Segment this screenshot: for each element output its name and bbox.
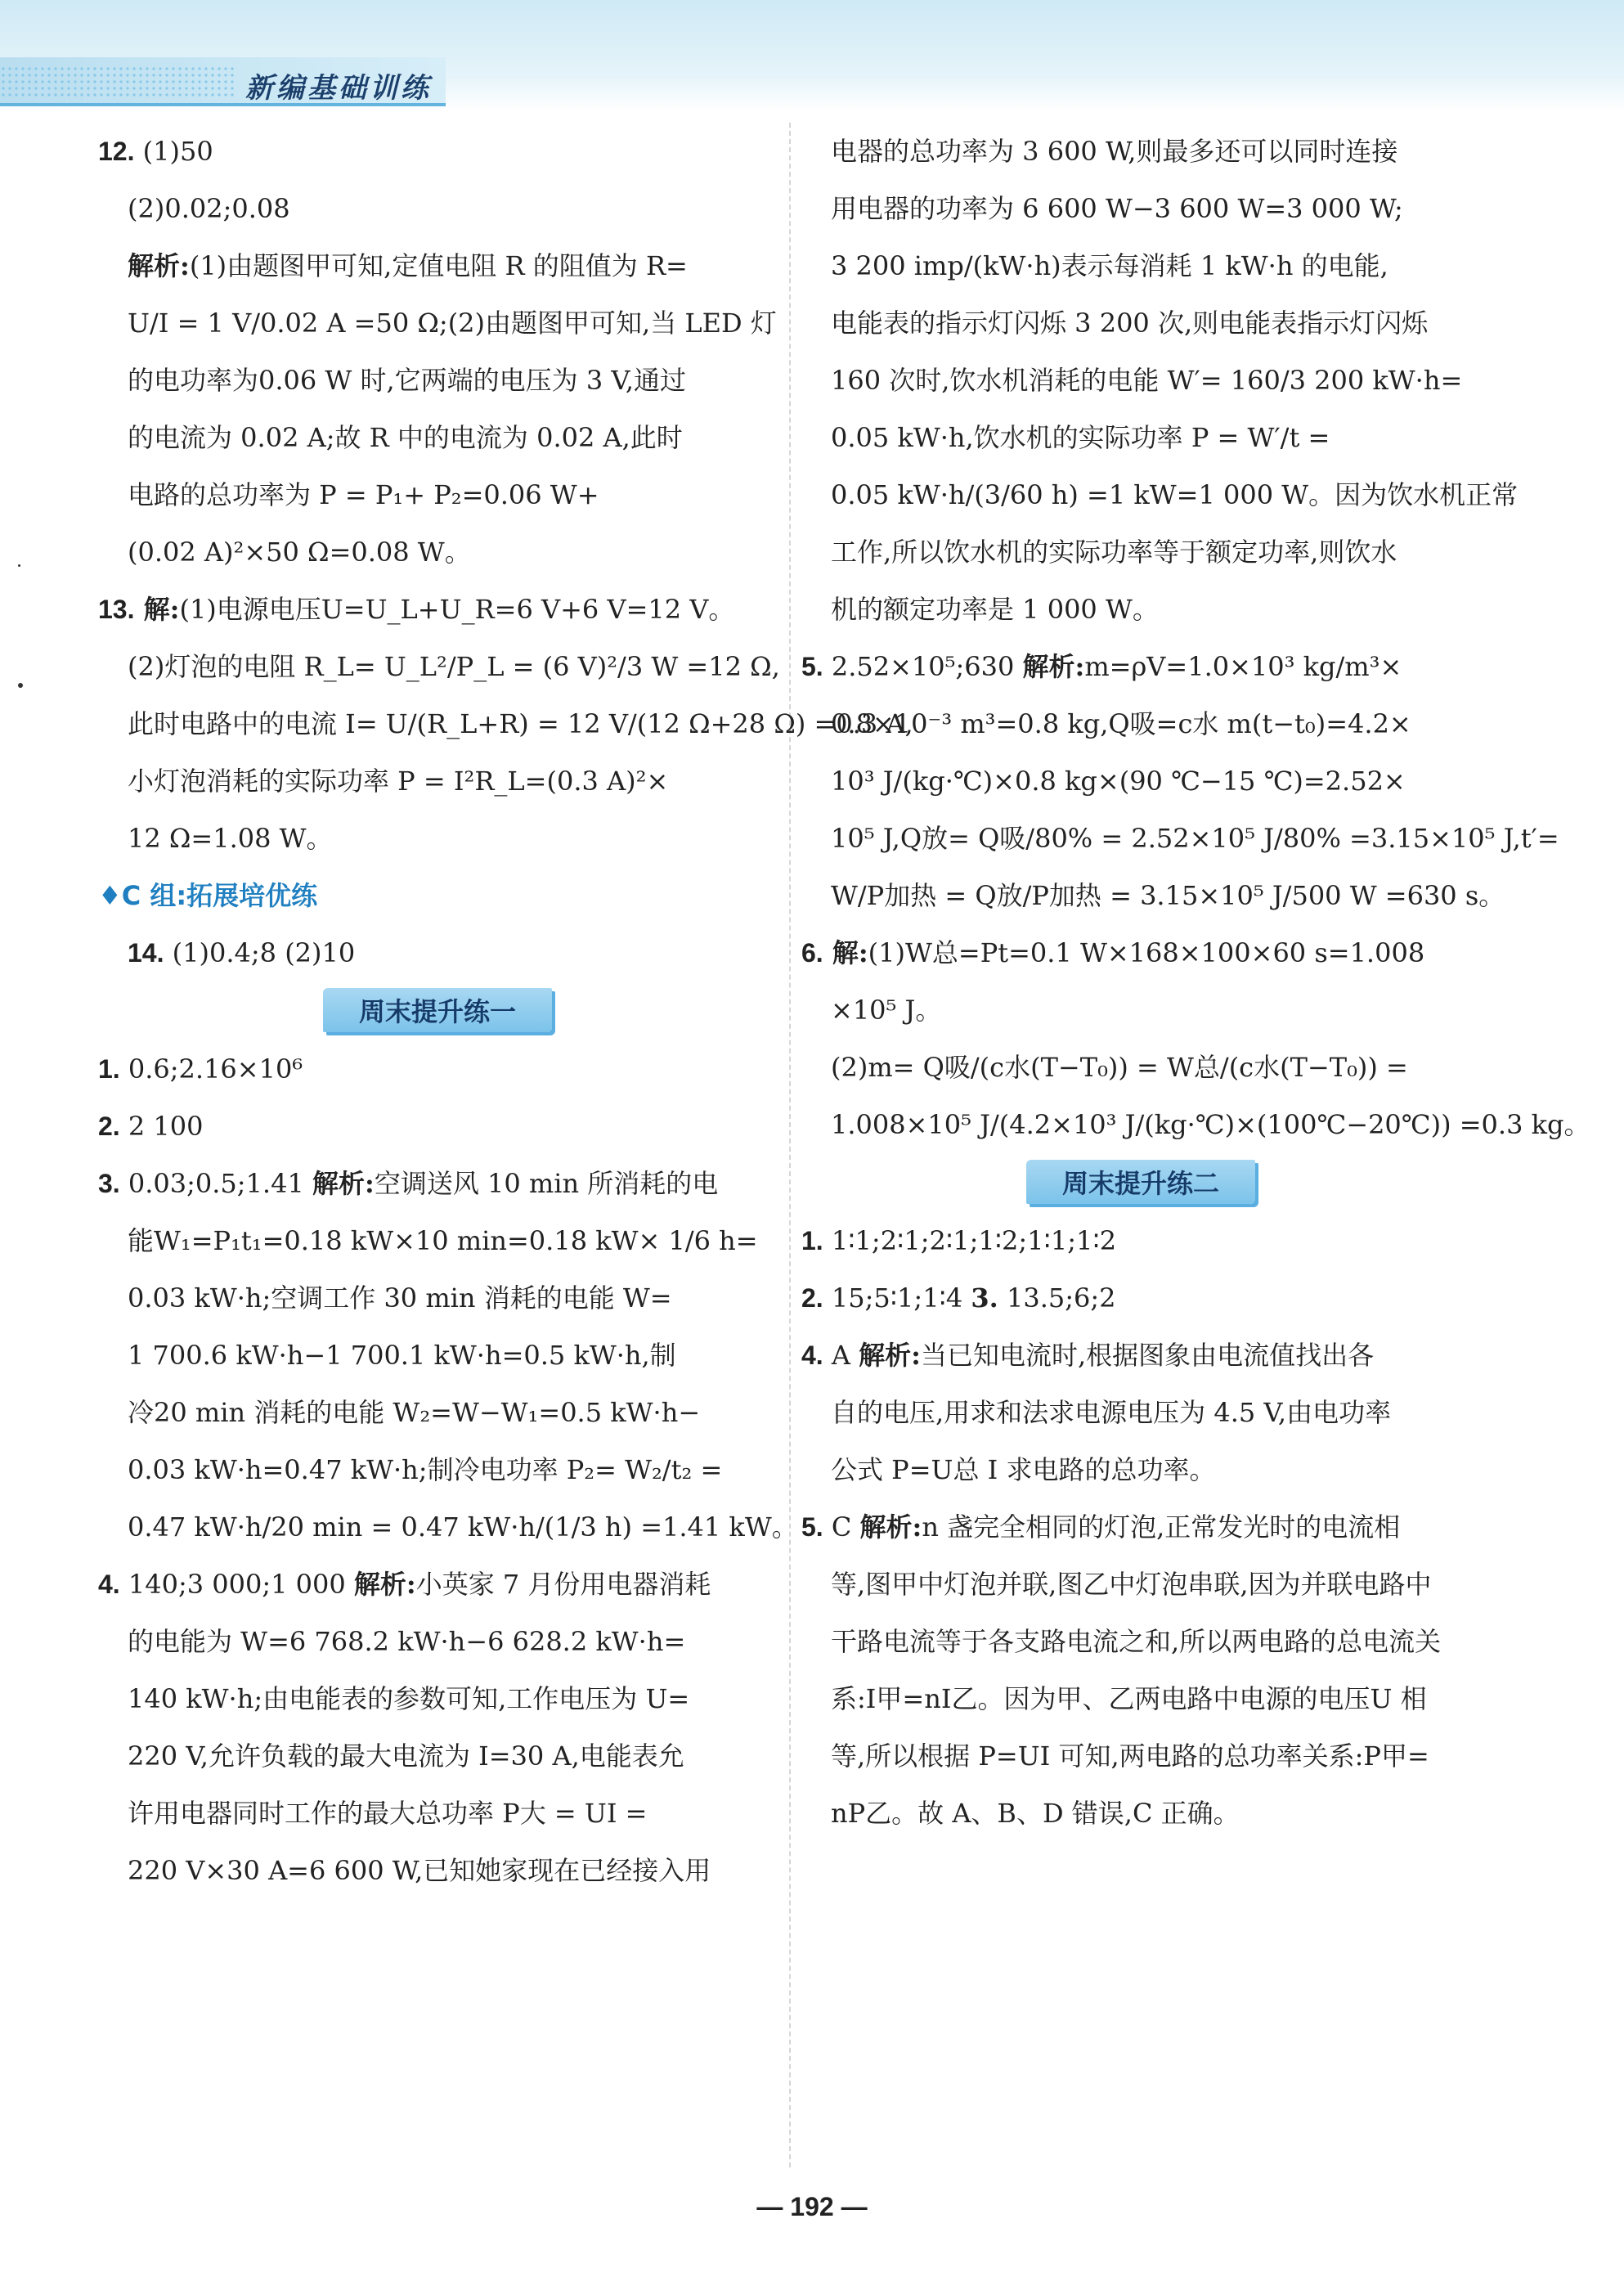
answer-text: 2.52×10⁵;630 (823, 651, 1023, 682)
answer-label: 解: (823, 937, 868, 968)
answer-text: 140 kW·h;由电能表的参数可知,工作电压为 U= (128, 1683, 690, 1714)
answer-line (801, 123, 1480, 180)
answer-line (98, 1613, 777, 1670)
answer-line (98, 352, 777, 409)
answer-line (98, 581, 777, 638)
answer-line (98, 695, 913, 752)
answer-line (801, 294, 1480, 352)
answer-text: 小灯泡消耗的实际功率 P = I²R_L=(0.3 A)²× (128, 766, 669, 797)
answer-text: 1 700.6 kW·h−1 700.1 kW·h=0.5 kW·h,制 (128, 1340, 676, 1371)
answer-line (801, 1727, 1480, 1785)
answer-text: 140;3 000;1 000 (119, 1569, 354, 1600)
question-number: 12. (98, 137, 135, 166)
question-number: 13. (98, 595, 135, 624)
answer-text: 0.05 kW·h,饮水机的实际功率 P = W′/t = (831, 422, 1330, 453)
answer-line (98, 810, 777, 867)
answer-label: 解析: (353, 1569, 416, 1600)
answer-label: 解析: (128, 250, 190, 281)
answer-line (801, 180, 1480, 237)
answer-text: 机的额定功率是 1 000 W。 (831, 594, 1159, 625)
answer-text: 空调送风 10 min 所消耗的电 (374, 1168, 719, 1199)
answer-text: (2)灯泡的电阻 R_L= U_L²/P_L = (6 V)²/3 W =12 Ω, (128, 651, 780, 682)
answer-line (801, 1556, 1480, 1613)
answer-text: 15;5∶1;1∶4 (823, 1282, 971, 1314)
answer-text: 10³ J/(kg·℃)×0.8 kg×(90 ℃−15 ℃)=2.52× (831, 766, 1406, 797)
answer-line (98, 237, 777, 294)
answer-line (801, 1269, 1480, 1327)
question-number: 1. (98, 1054, 120, 1084)
answer-line (801, 1039, 1480, 1096)
answer-text: (1)W总=Pt=0.1 W×168×100×60 s=1.008 (868, 937, 1425, 968)
question-number: 1. (801, 1226, 823, 1255)
answer-text: 160 次时,饮水机消耗的电能 W′= 160/3 200 kW·h= (831, 365, 1463, 396)
answer-text: 0.47 kW·h/20 min = 0.47 kW·h/(1/3 h) =1.41 kW。 (128, 1511, 798, 1543)
answer-line (801, 581, 1480, 638)
answer-text: 电路的总功率为 P = P₁+ P₂=0.06 W+ (128, 479, 599, 510)
answer-text: 的电功率为0.06 W 时,它两端的电压为 3 V,通过 (128, 365, 687, 396)
answer-text: 自的电压,用求和法求电源电压为 4.5 V,由电功率 (831, 1397, 1392, 1428)
answer-text: 电器的总功率为 3 600 W,则最多还可以同时连接 (831, 136, 1398, 167)
answer-line (801, 924, 1480, 981)
answer-text: (1)电源电压U=U_L+U_R=6 V+6 V=12 V。 (179, 594, 735, 625)
answer-line (98, 409, 777, 466)
column-divider (789, 123, 791, 2167)
answer-text: 公式 P=U总 I 求电路的总功率。 (831, 1454, 1216, 1485)
answer-text: 1∶1;2∶1;2∶1;1∶2;1∶1;1∶2 (823, 1225, 1117, 1256)
right-column (801, 123, 1590, 1842)
answer-text: 用电器的功率为 6 600 W−3 600 W=3 000 W; (831, 193, 1403, 224)
answer-line (801, 1785, 1480, 1842)
answer-line (801, 1441, 1480, 1498)
answer-text: 系:I甲=nI乙。因为甲、乙两电路中电源的电压U 相 (831, 1683, 1427, 1714)
answer-text: 12 Ω=1.08 W。 (128, 823, 333, 854)
answer-line (98, 1556, 777, 1613)
answer-line (801, 1212, 1480, 1269)
section-heading: ♦C 组:拓展培优练 (98, 880, 318, 911)
answer-line (98, 466, 777, 523)
answer-text: 的电流为 0.02 A;故 R 中的电流为 0.02 A,此时 (128, 422, 683, 453)
answer-line (98, 1384, 777, 1441)
answer-text: 13.5;6;2 (998, 1282, 1116, 1314)
answer-text: 此时电路中的电流 I= U/(R_L+R) = 12 V/(12 Ω+28 Ω) =0.3 A, (128, 708, 913, 739)
answer-text: (1)由题图甲可知,定值电阻 R 的阻值为 R= (189, 250, 688, 281)
answer-text: n 盏完全相同的灯泡,正常发光时的电流相 (922, 1511, 1401, 1543)
answer-line (801, 981, 1480, 1039)
answer-text: 的电能为 W=6 768.2 kW·h−6 628.2 kW·h= (128, 1626, 686, 1657)
answer-line (801, 810, 1559, 867)
answer-line (801, 1670, 1480, 1727)
answer-text: 0.05 kW·h/(3/60 h) =1 kW=1 000 W。因为饮水机正常 (831, 479, 1519, 510)
answer-label: 解: (134, 594, 180, 625)
answer-text: 小英家 7 月份用电器消耗 (415, 1569, 711, 1600)
answer-line (98, 1441, 777, 1498)
page-header-band (0, 0, 1624, 110)
answer-label: 解析: (859, 1511, 922, 1543)
answer-text: 1.008×10⁵ J/(4.2×10³ J/(kg·℃)×(100℃−20℃)) =0.3 kg。 (831, 1109, 1590, 1140)
answer-line (98, 924, 777, 981)
answer-text: (1)0.4;8 (2)10 (164, 937, 356, 968)
answer-line (801, 695, 1480, 752)
answer-text: (2)m= Q吸/(c水(T−T₀)) = W总/(c水(T−T₀)) = (831, 1052, 1408, 1083)
answer-text: 0.03;0.5;1.41 (119, 1168, 312, 1199)
answer-text: 10⁵ J,Q放= Q吸/80% = 2.52×10⁵ J/80% =3.15×10⁵ J,t′= (831, 823, 1559, 854)
book-title: 新编基础训练 (245, 72, 432, 105)
answer-label: 3. (971, 1282, 998, 1314)
answer-text: 等,图甲中灯泡并联,图乙中灯泡串联,因为并联电路中 (831, 1569, 1432, 1600)
answer-label: 解析: (312, 1168, 375, 1199)
answer-line (98, 1155, 777, 1212)
question-number: 3. (98, 1169, 120, 1198)
answer-line (98, 1212, 777, 1269)
answer-text: 0.8×10⁻³ m³=0.8 kg,Q吸=c水 m(t−t₀)=4.2× (831, 708, 1411, 739)
header-dot-pattern (0, 65, 237, 98)
answer-line (98, 180, 777, 237)
question-number: 5. (801, 1512, 823, 1542)
answer-line (98, 123, 777, 180)
margin-dot (18, 564, 20, 567)
question-number: 14. (128, 938, 164, 968)
answer-text: 干路电流等于各支路电流之和,所以两电路的总电流关 (831, 1626, 1442, 1657)
section-banner (801, 1160, 1480, 1204)
answer-text: 电能表的指示灯闪烁 3 200 次,则电能表指示灯闪烁 (831, 308, 1429, 339)
question-number: 4. (98, 1570, 120, 1599)
answer-text: 220 V,允许负载的最大电流为 I=30 A,电能表允 (128, 1740, 684, 1772)
answer-label: 解析: (859, 1340, 921, 1371)
answer-line (98, 1727, 777, 1785)
answer-text: 0.03 kW·h;空调工作 30 min 消耗的电能 W= (128, 1282, 672, 1314)
answer-text: (0.02 A)²×50 Ω=0.08 W。 (128, 537, 471, 568)
answer-text: U/I = 1 V/0.02 A =50 Ω;(2)由题图甲可知,当 LED 灯 (128, 308, 777, 339)
page-number: — 192 — (756, 2192, 868, 2221)
question-number: 2. (801, 1283, 823, 1313)
answer-text: ×10⁵ J。 (831, 995, 942, 1026)
answer-label: 解析: (1022, 651, 1085, 682)
answer-line (801, 638, 1480, 695)
question-number: 6. (801, 938, 823, 968)
margin-dot (18, 683, 23, 688)
answer-line (801, 752, 1480, 810)
question-number: 5. (801, 652, 823, 681)
answer-text: C (823, 1511, 860, 1543)
answer-line (98, 1098, 777, 1155)
answer-line (98, 1327, 777, 1384)
answer-text: 冷20 min 消耗的电能 W₂=W−W₁=0.5 kW·h− (128, 1397, 701, 1428)
answer-line (801, 1384, 1480, 1441)
answer-line (98, 638, 780, 695)
answer-line (98, 523, 777, 581)
answer-text: 0.6;2.16×10⁶ (119, 1053, 303, 1085)
answer-text: (2)0.02;0.08 (128, 193, 290, 224)
answer-text: 等,所以根据 P=UI 可知,两电路的总功率关系:P甲= (831, 1740, 1429, 1772)
section-banner-label: 周末提升练一 (323, 988, 552, 1032)
answer-line (98, 1498, 798, 1556)
answer-line (801, 1498, 1480, 1556)
answer-line (98, 1785, 777, 1842)
answer-line (801, 867, 1505, 924)
answer-text: nP乙。故 A、B、D 错误,C 正确。 (831, 1798, 1240, 1829)
answer-line (98, 1842, 777, 1899)
answer-text: W/P加热 = Q放/P加热 = 3.15×10⁵ J/500 W =630 s。 (831, 880, 1505, 911)
answer-text: m=ρV=1.0×10³ kg/m³× (1084, 651, 1402, 682)
answer-text: (1)50 (134, 136, 213, 167)
answer-text: 220 V×30 A=6 600 W,已知她家现在已经接入用 (128, 1855, 711, 1886)
answer-line (801, 1096, 1590, 1153)
question-number: 2. (98, 1112, 120, 1141)
answer-text: 0.03 kW·h=0.47 kW·h;制冷电功率 P₂= W₂/t₂ = (128, 1454, 723, 1485)
answer-text: 许用电器同时工作的最大总功率 P大 = UI = (128, 1798, 648, 1829)
answer-line (98, 752, 777, 810)
answer-line (98, 294, 777, 352)
answer-line (801, 1613, 1480, 1670)
answer-line (801, 466, 1519, 523)
section-banner (98, 988, 777, 1032)
answer-text: A (823, 1340, 859, 1371)
answer-text: 当已知电流时,根据图象由电流值找出各 (920, 1340, 1375, 1371)
section-banner-label: 周末提升练二 (1026, 1160, 1255, 1204)
answer-text: 能W₁=P₁t₁=0.18 kW×10 min=0.18 kW× 1/6 h= (128, 1225, 758, 1256)
answer-line (801, 1327, 1480, 1384)
answer-line (98, 1670, 777, 1727)
answer-text: 工作,所以饮水机的实际功率等于额定功率,则饮水 (831, 537, 1397, 568)
answer-line (801, 237, 1480, 294)
answer-line (801, 409, 1480, 466)
answer-line (98, 1040, 777, 1098)
answer-line (801, 352, 1480, 409)
answer-text: 2 100 (119, 1111, 204, 1142)
answer-line (98, 1269, 777, 1327)
answer-line (801, 523, 1480, 581)
answer-text: 3 200 imp/(kW·h)表示每消耗 1 kW·h 的电能, (831, 250, 1388, 281)
question-number: 4. (801, 1341, 823, 1370)
